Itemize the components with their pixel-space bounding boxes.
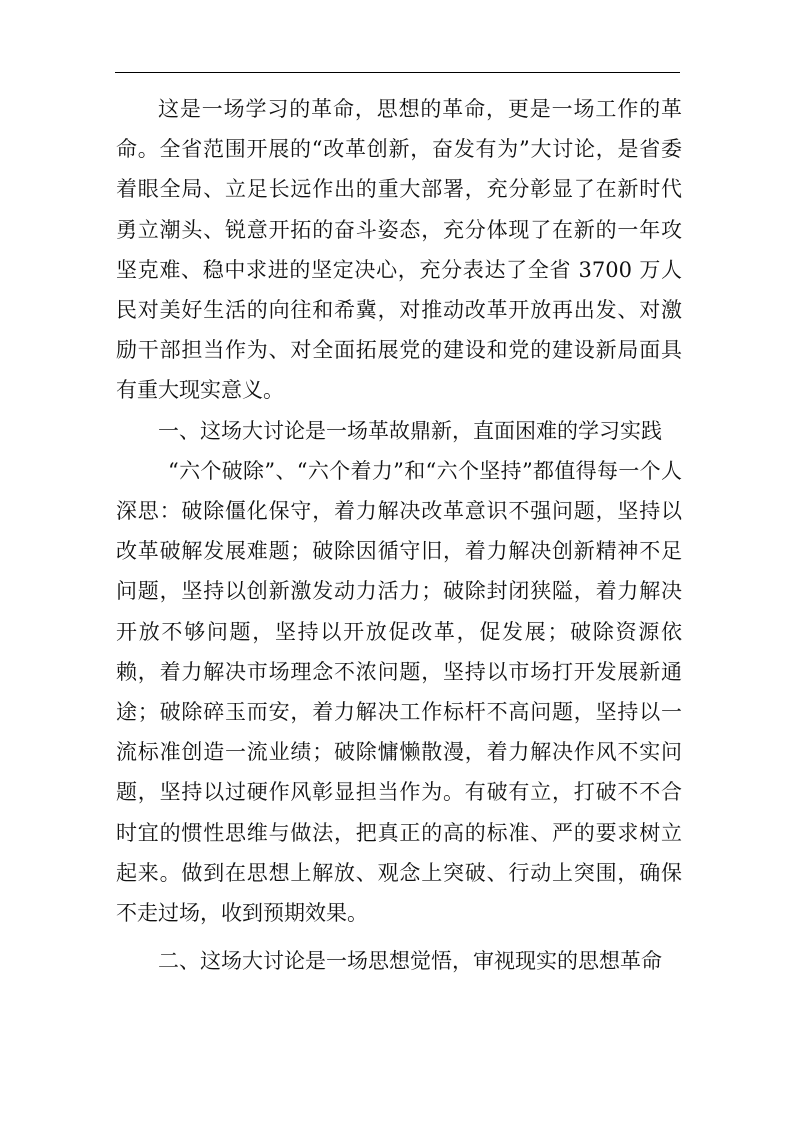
section-1-heading: 一、这场大讨论是一场革故鼎新，直面困难的学习实践 [158, 418, 662, 443]
section-1-body-paragraph: “六个破除”、“六个着力”和“六个坚持”都值得每一个人深思：破除僵化保守，着力解决改革意识不强问题，坚持以改革破解发展难题；破除因循守旧，着力解决创新精神不足问题，坚持以创新激发动力活力；破除封闭狭隘，着力解决开放不够问题，坚持以开放促改革，促发展；破除资源依赖，着力解决市场理念不浓问题，坚持以市场打开发展新通途；破除碎玉而安，着力解决工作标杆不高问题，坚持以一流标准创造一流业绩；破除慵懒散漫，着力解决作风不实问题，坚持以过硬作风彰显担当作为。有破有立，打破不不合时宜的惯性思维与做法，把真正的高的标准、严的要求树立起来。做到在思想上解放、观念上突破、行动上突围，确保不走过场，收到预期效果。 [116, 458, 682, 926]
document-body [116, 89, 682, 981]
header-rule [115, 72, 680, 73]
section-2-heading: 二、这场大讨论是一场思想觉悟，审视现实的思想革命 [158, 949, 662, 974]
intro-paragraph: 这是一场学习的革命，思想的革命，更是一场工作的革命。全省范围开展的“改革创新，奋发有为”大讨论，是省委着眼全局、立足长远作出的重大部署，充分彰显了在新时代勇立潮头、锐意开拓的奋斗姿态，充分体现了在新的一年攻坚克难、稳中求进的坚定决心，充分表达了全省 3700 万人民对美好生活的向往和希冀，对推动改革开放再出发、对激励干部担当作为、对全面拓展党的建设和党的建设新局面具有重大现实意义。 [116, 97, 682, 403]
